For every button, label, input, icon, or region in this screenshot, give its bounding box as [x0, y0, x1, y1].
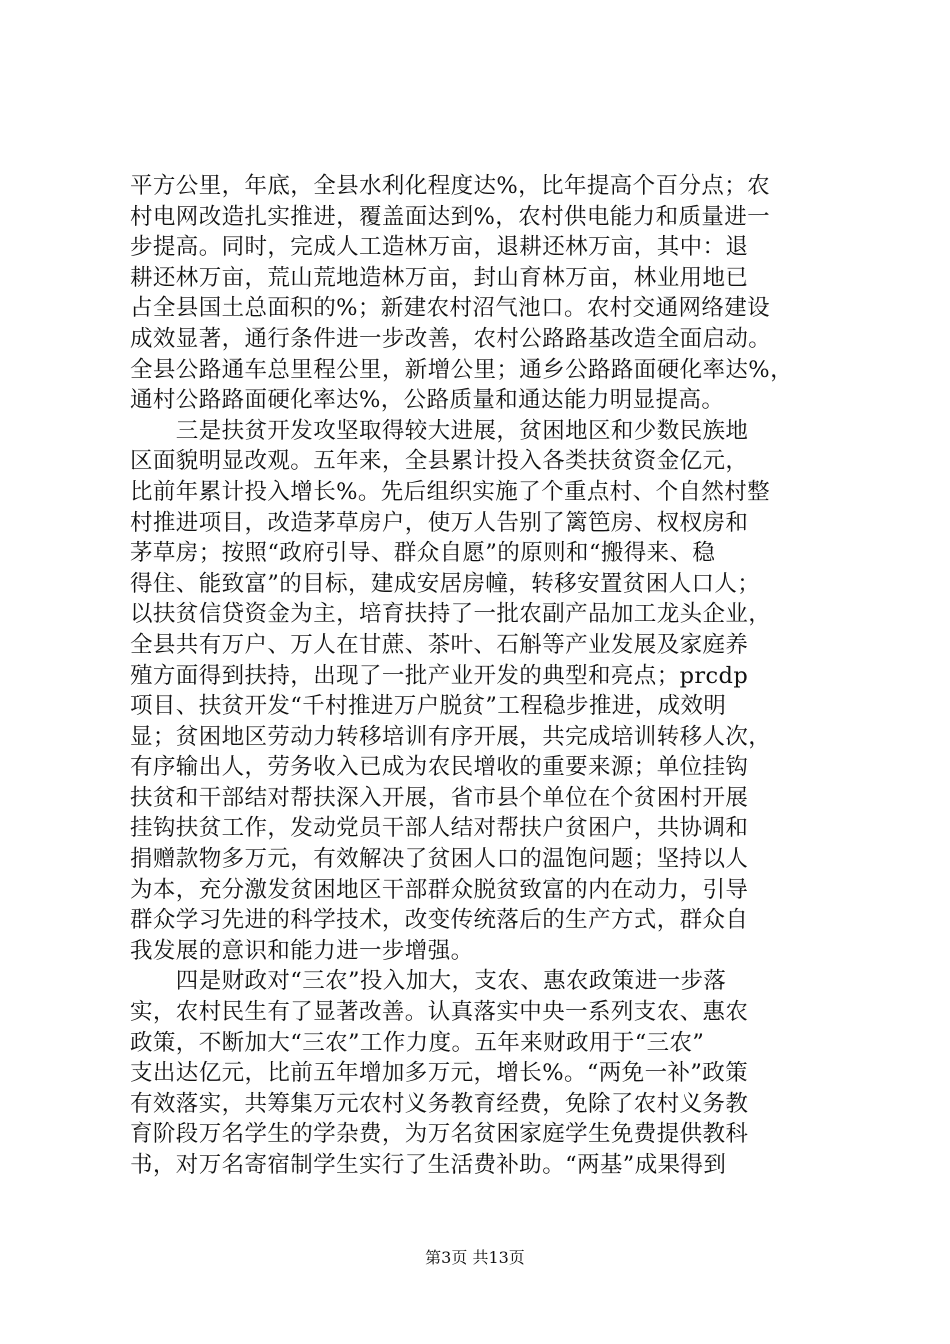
text-line: 项目、扶贫开发“千村推进万户脱贫”工程稳步推进，成效明 — [130, 693, 727, 720]
text-line: 茅草房；按照“政府引导、群众自愿”的原则和“搬得来、稳 — [130, 540, 716, 567]
text-line: 耕还林万亩，荒山荒地造林万亩，封山育林万亩，林业用地已 — [130, 264, 749, 291]
text-line: 四是财政对“三农”投入加大，支农、惠农政策进一步落 — [130, 968, 727, 995]
text-line: 有效落实，共筹集万元农村义务教育经费，免除了农村义务教 — [130, 1090, 749, 1117]
text-line: 实，农村民生有了显著改善。认真落实中央一系列支农、惠农 — [130, 999, 749, 1026]
text-line: 区面貌明显改观。五年来，全县累计投入各类扶贫资金亿元， — [130, 448, 749, 475]
text-line: 殖方面得到扶持，出现了一批产业开发的典型和亮点；prcdp — [130, 662, 749, 689]
text-line: 挂钩扶贫工作，发动党员干部人结对帮扶户贫困户，共协调和 — [130, 815, 749, 842]
text-line: 支出达亿元，比前五年增加多万元，增长%。“两免一补”政策 — [130, 1060, 749, 1087]
text-line: 通村公路路面硬化率达%，公路质量和通达能力明显提高。 — [130, 387, 725, 414]
text-line: 书，对万名寄宿制学生实行了生活费补助。“两基”成果得到 — [130, 1152, 727, 1178]
text-line: 为本，充分激发贫困地区干部群众脱贫致富的内在动力，引导 — [130, 876, 749, 903]
text-line: 我发展的意识和能力进一步增强。 — [130, 937, 474, 964]
text-line: 捐赠款物多万元，有效解决了贫困人口的温饱问题；坚持以人 — [130, 846, 749, 873]
text-line: 扶贫和干部结对帮扶深入开展，省市县个单位在个贫困村开展 — [130, 784, 749, 811]
text-line: 平方公里，年底，全县水利化程度达%，比年提高个百分点；农 — [130, 173, 771, 199]
text-line: 三是扶贫开发攻坚取得较大进展，贫困地区和少数民族地 — [130, 417, 749, 444]
text-line: 政策，不断加大“三农”工作力度。五年来财政用于“三农” — [130, 1029, 705, 1056]
text-line: 育阶段万名学生的学杂费，为万名贫困家庭学生免费提供教科 — [130, 1121, 749, 1148]
text-line: 成效显著，通行条件进一步改善，农村公路路基改造全面启动。 — [130, 325, 772, 352]
text-line: 有序输出人，劳务收入已成为农民增收的重要来源；单位挂钩 — [130, 754, 749, 781]
text-line: 占全县国土总面积的%；新建农村沼气池口。农村交通网络建设 — [130, 295, 771, 322]
text-line: 全县共有万户、万人在甘蔗、茶叶、石斛等产业发展及家庭养 — [130, 631, 749, 658]
text-line: 村电网改造扎实推进，覆盖面达到%，农村供电能力和质量进一 — [130, 203, 771, 230]
text-line: 比前年累计投入增长%。先后组织实施了个重点村、个自然村整 — [130, 478, 771, 505]
text-line: 全县公路通车总里程公里，新增公里；通乡公路路面硬化率达%， — [130, 356, 793, 383]
text-line: 村推进项目，改造茅草房户，使万人告别了篱笆房、杈杈房和 — [130, 509, 749, 536]
text-line: 步提高。同时，完成人工造林万亩，退耕还林万亩，其中：退 — [130, 234, 749, 261]
text-line: 显；贫困地区劳动力转移培训有序开展，共完成培训转移人次， — [130, 723, 772, 750]
text-line: 以扶贫信贷资金为主，培育扶持了一批农副产品加工龙头企业， — [130, 601, 772, 628]
body-text — [130, 171, 830, 1181]
page-footer: 第3页 共13页 — [425, 1248, 525, 1267]
text-line: 得住、能致富”的目标，建成安居房幢，转移安置贫困人口人； — [130, 570, 761, 597]
text-line: 群众学习先进的科学技术，改变传统落后的生产方式，群众自 — [130, 907, 749, 934]
